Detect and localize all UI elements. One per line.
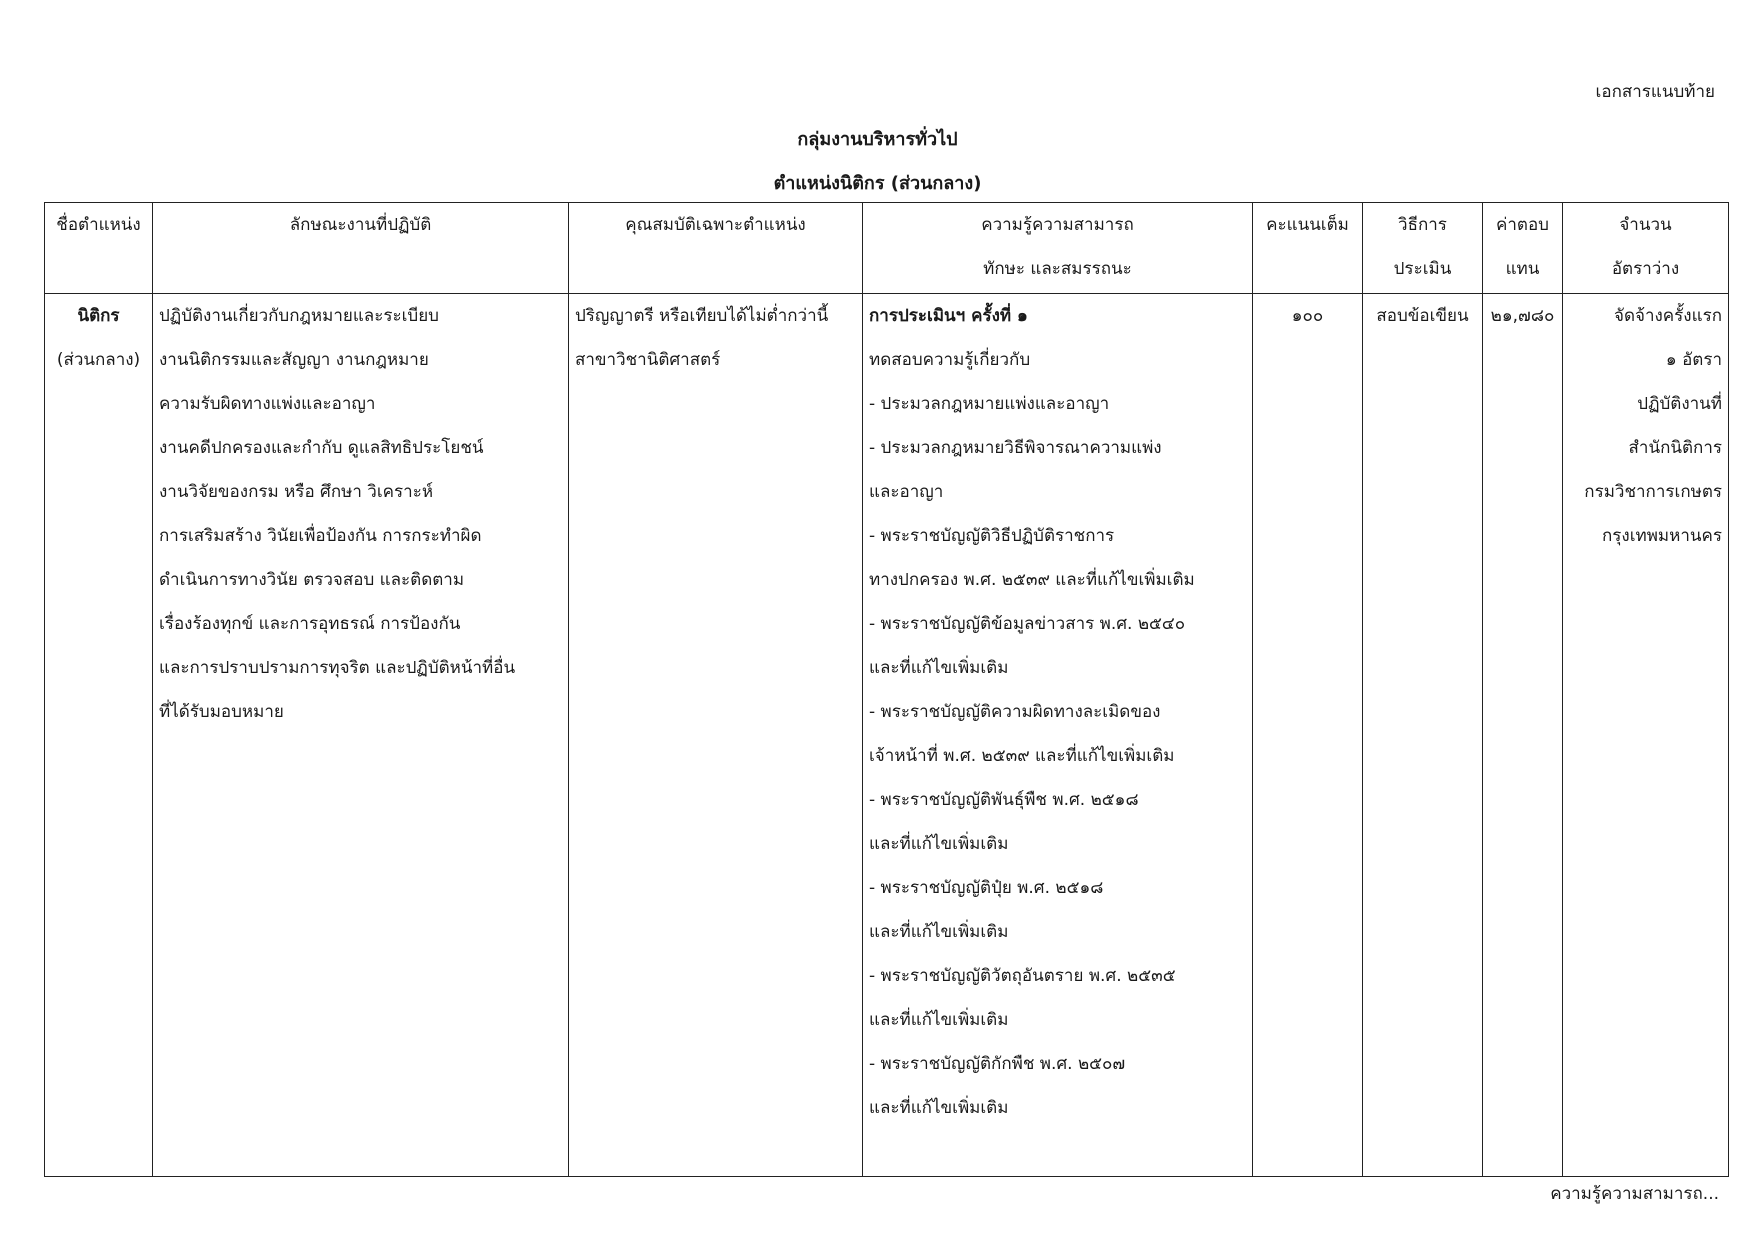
position-table: [44, 202, 1729, 1177]
header-method: วิธีการ ประเมิน: [1363, 203, 1483, 294]
attachment-label: เอกสารแนบท้าย: [1595, 82, 1715, 102]
cell-compensation: ๒๑,๗๘๐: [1483, 294, 1563, 1177]
cell-duties: ปฏิบัติงานเกี่ยวกับกฎหมายและระเบียบ งานนิติกรรมและสัญญา งานกฎหมาย ความรับผิดทางแพ่งและอาญา งานคดีปกครองและกำกับ ดูแลสิทธิประโยชน์ งานวิจัยของกรม หรือ ศึกษา วิเคราะห์ การเสริมสร้าง วินัยเพื่อป้องกัน การกระทำผิด ดำเนินการทางวินัย ตรวจสอบ และติดตาม เรื่องร้องทุกข์ และการอุทธรณ์ การป้องกัน และการปราบปรามการทุจริต และปฏิบัติหน้าที่อื่น ที่ได้รับมอบหมาย: [153, 294, 569, 1177]
cell-full-score: ๑๐๐: [1253, 294, 1363, 1177]
header-position-name: ชื่อตำแหน่ง: [45, 203, 153, 294]
cell-method: สอบข้อเขียน: [1363, 294, 1483, 1177]
header-qualifications: คุณสมบัติเฉพาะตำแหน่ง: [569, 203, 863, 294]
header-duties: ลักษณะงานที่ปฏิบัติ: [153, 203, 569, 294]
header-vacancy: จำนวน อัตราว่าง: [1563, 203, 1729, 294]
header-compensation: ค่าตอบ แทน: [1483, 203, 1563, 294]
cell-position: นิติกร (ส่วนกลาง): [45, 294, 153, 1177]
position-title: ตำแหน่งนิติกร (ส่วนกลาง): [773, 173, 982, 194]
cell-vacancy: จัดจ้างครั้งแรก ๑ อัตรา ปฏิบัติงานที่ สำนักนิติการ กรมวิชาการเกษตร กรุงเทพมหานคร: [1563, 294, 1729, 1177]
table-row: [45, 294, 1729, 1177]
group-title: กลุ่มงานบริหารทั่วไป: [797, 129, 958, 150]
cell-knowledge: การประเมินฯ ครั้งที่ ๑ ทดสอบความรู้เกี่ยวกับ - ประมวลกฎหมายแพ่งและอาญา - ประมวลกฎหมายวิธีพิจารณาความแพ่ง และอาญา - พระราชบัญญัติวิธีปฏิบัติราชการ ทางปกครอง พ.ศ. ๒๕๓๙ และที่แก้ไขเพิ่มเติม - พระราชบัญญัติข้อมูลข่าวสาร พ.ศ. ๒๕๔๐ และที่แก้ไขเพิ่มเติม - พระราชบัญญัติความผิดทางละเมิดของ เจ้าหน้าที่ พ.ศ. ๒๕๓๙ และที่แก้ไขเพิ่มเติม - พระราชบัญญัติพันธุ์พืช พ.ศ. ๒๕๑๘ และที่แก้ไขเพิ่มเติม - พระราชบัญญัติปุ๋ย พ.ศ. ๒๕๑๘ และที่แก้ไขเพิ่มเติม - พระราชบัญญัติวัตถุอันตราย พ.ศ. ๒๕๓๕ และที่แก้ไขเพิ่มเติม - พระราชบัญญัติกักพืช พ.ศ. ๒๕๐๗ และที่แก้ไขเพิ่มเติม: [863, 294, 1253, 1177]
header-row: [45, 203, 1729, 294]
header-knowledge: ความรู้ความสามารถ ทักษะ และสมรรถนะ: [863, 203, 1253, 294]
continuation-note: ความรู้ความสามารถ...: [1550, 1184, 1719, 1204]
cell-qualifications: ปริญญาตรี หรือเทียบได้ไม่ต่ำกว่านี้ สาขาวิชานิติศาสตร์: [569, 294, 863, 1177]
header-full-score: คะแนนเต็ม: [1253, 203, 1363, 294]
